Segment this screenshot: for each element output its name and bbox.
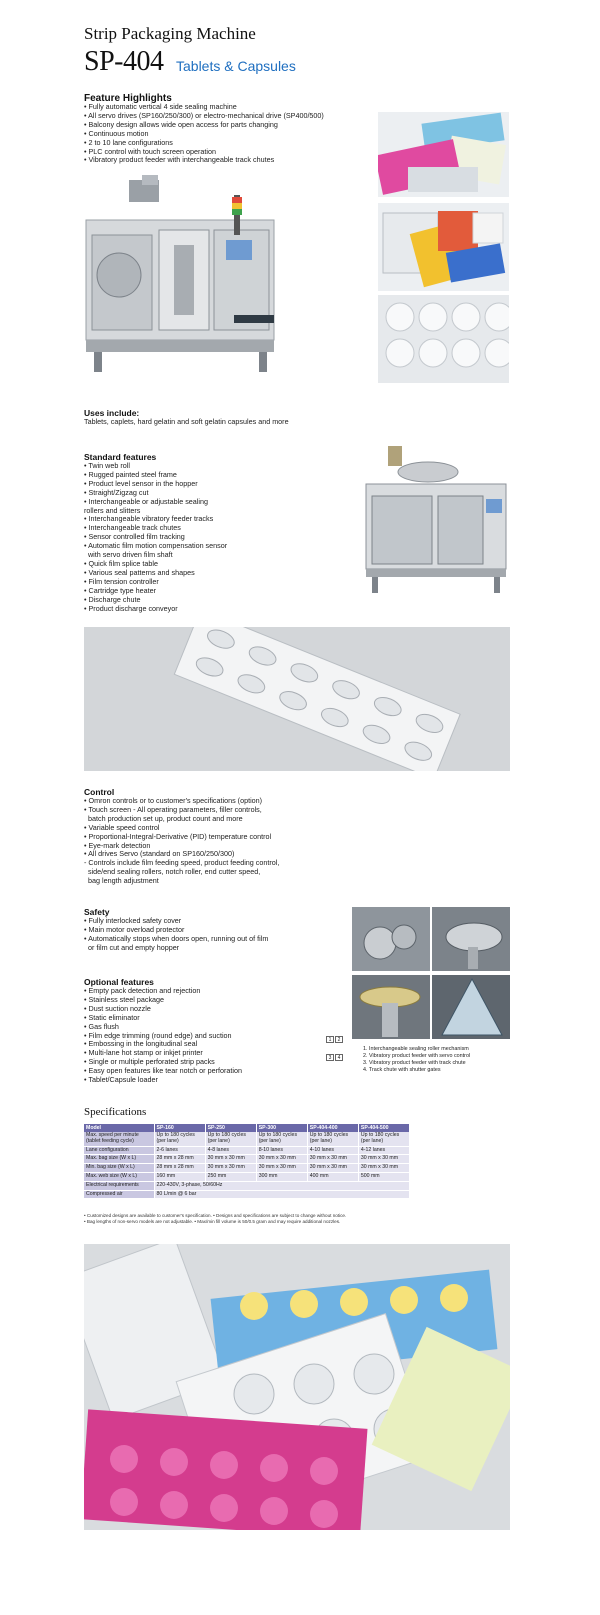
list-item: bag length adjustment [84, 876, 159, 886]
list-item: • Discharge chute [84, 594, 141, 604]
table-cell: Up to 180 cycles (per lane) [154, 1132, 205, 1146]
index-number: 3 [326, 1054, 334, 1061]
table-cell: 30 mm x 30 mm [358, 1155, 409, 1164]
model-name: SP-404 [84, 46, 164, 77]
list-item: • Interchangeable track chutes [84, 523, 181, 533]
list-item: • Automatic film motion compensation sensor [84, 541, 228, 551]
standard-features-list [84, 462, 227, 613]
list-item: • Empty pack detection and rejection [84, 986, 201, 995]
note-line: • Bag lengths of non-servo models are not adjustable. • Max/min fill volume is 50/0.5 gram and may require additional nozzles. [84, 1219, 341, 1224]
table-cell: 220-430V, 3-phase, 50/60Hz [154, 1181, 410, 1190]
list-item: or film cut and empty hopper [84, 942, 180, 952]
list-item: • Embossing in the longitudinal seal [84, 1039, 198, 1049]
list-item: • Dust suction nozzle [84, 1003, 151, 1013]
caption-item: 1. Interchangeable sealing roller mechanism [363, 1046, 469, 1052]
list-item: • Fully interlocked safety cover [84, 916, 182, 925]
strip-packs-photo-2 [378, 203, 509, 291]
row-label: Min. bag size (W x L) [84, 1164, 154, 1173]
photo-captions [363, 1046, 470, 1074]
list-item: • Twin web roll [84, 461, 130, 470]
table-cell: 4-10 lanes [307, 1146, 358, 1155]
list-item: rollers and slitters [84, 505, 141, 515]
machine-photo [84, 175, 280, 375]
list-item: batch production set up, product count and more [84, 813, 243, 823]
table-row [84, 1181, 410, 1190]
table-cell: 8-10 lanes [256, 1146, 307, 1155]
list-item: • Various seal patterns and shapes [84, 567, 195, 577]
list-item: • Quick film splice table [84, 558, 159, 568]
list-item: • Multi-lane hot stamp or inkjet printer [84, 1048, 203, 1058]
strip-pack-wide-photo [84, 627, 510, 771]
list-item: side/end sealing rollers, notch roller, end cutter speed, [84, 867, 261, 877]
strip-packs-photo-1 [378, 112, 509, 197]
model-subtitle: Tablets & Capsules [176, 58, 296, 74]
table-row [84, 1132, 410, 1146]
list-item: • Product level sensor in the hopper [84, 478, 198, 488]
table-header: SP-250 [205, 1124, 256, 1132]
row-label: Max. bag size (W x L) [84, 1155, 154, 1164]
product-collage-photo [84, 1244, 510, 1530]
list-item: • Film tension controller [84, 576, 159, 586]
table-header: SP-404-400 [307, 1124, 358, 1132]
list-item: • Interchangeable vibratory feeder tracks [84, 514, 214, 524]
table-cell: Up to 180 cycles (per lane) [307, 1132, 358, 1146]
row-label: Electrical requirements [84, 1181, 154, 1190]
table-cell: 2-6 lanes [154, 1146, 205, 1155]
table-cell: 30 mm x 30 mm [256, 1155, 307, 1164]
uses-heading: Uses include: [84, 408, 140, 418]
table-cell: 80 L/min @ 6 bar [154, 1190, 410, 1199]
uses-text: Tablets, caplets, hard gelatin and soft gelatin capsules and more [84, 417, 289, 426]
list-item: • Vibratory product feeder with interchangeable track chutes [84, 155, 275, 165]
spec-notes [84, 1213, 346, 1225]
caption-item: 2. Vibratory product feeder with servo control [363, 1053, 471, 1059]
control-heading: Control [84, 787, 115, 797]
page-title: Strip Packaging Machine [84, 24, 256, 43]
row-label: Max. speed per minute (tablet feeding cycle) [84, 1132, 154, 1146]
list-item: • Static eliminator [84, 1012, 140, 1022]
table-cell: 28 mm x 28 mm [154, 1164, 205, 1173]
table-row [84, 1190, 410, 1199]
feature-highlights-list [84, 103, 324, 165]
list-item: • Cartridge type heater [84, 585, 157, 595]
detail-photo-4 [432, 975, 510, 1039]
specifications-heading: Specifications [84, 1106, 147, 1118]
feature-highlights-heading: Feature Highlights [84, 93, 172, 104]
list-item: • 2 to 10 lane configurations [84, 137, 173, 147]
list-item: • All drives Servo (standard on SP160/250/300) [84, 849, 235, 859]
list-item: • Main motor overload protector [84, 924, 185, 934]
table-cell: 30 mm x 30 mm [307, 1155, 358, 1164]
safety-list [84, 917, 268, 953]
list-item: • Stainless steel package [84, 994, 165, 1004]
list-item: • Single or multiple perforated strip packs [84, 1057, 215, 1067]
row-label: Lane configuration [84, 1146, 154, 1155]
safety-heading: Safety [84, 907, 110, 917]
machine-photo-front [358, 444, 510, 596]
table-cell: 500 mm [358, 1172, 409, 1181]
table-cell: 30 mm x 30 mm [256, 1164, 307, 1173]
list-item: • Omron controls or to customer's specifications (option) [84, 796, 263, 805]
list-item: • Fully automatic vertical 4 side sealing machine [84, 102, 237, 111]
table-cell: Up to 180 cycles (per lane) [256, 1132, 307, 1146]
list-item: • Sensor controlled film tracking [84, 532, 185, 542]
table-row [84, 1155, 410, 1164]
optional-features-list [84, 987, 242, 1085]
photo-index-grid [326, 1028, 344, 1064]
table-header: SP-300 [256, 1124, 307, 1132]
index-number: 1 [326, 1036, 334, 1043]
index-number: 2 [335, 1036, 343, 1043]
list-item: • Continuous motion [84, 128, 149, 138]
table-cell: 30 mm x 30 mm [307, 1164, 358, 1173]
table-cell: 4-8 lanes [205, 1146, 256, 1155]
table-cell: 300 mm [256, 1172, 307, 1181]
list-item: • Automatically stops when doors open, running out of film [84, 933, 269, 943]
table-header: SP-160 [154, 1124, 205, 1132]
table-cell: 160 mm [154, 1172, 205, 1181]
note-line: • Customized designs are available to customer's specification. • Designs and specifications are subject to change without notice. [84, 1213, 347, 1218]
detail-photo-2 [432, 907, 510, 971]
specifications-table [84, 1124, 410, 1199]
table-cell: 250 mm [205, 1172, 256, 1181]
list-item: with servo driven film shaft [84, 550, 173, 560]
list-item: • Film edge trimming (round edge) and suction [84, 1030, 232, 1040]
list-item: • Rugged painted steel frame [84, 469, 177, 479]
detail-photo-3 [352, 975, 430, 1039]
list-item: • All servo drives (SP160/250/300) or electro-mechanical drive (SP400/500) [84, 110, 324, 120]
table-cell: Up to 180 cycles (per lane) [205, 1132, 256, 1146]
detail-photo-1 [352, 907, 430, 971]
row-label: Max. web size (W x L) [84, 1172, 154, 1181]
list-item: • Variable speed control [84, 822, 160, 832]
standard-features-heading: Standard features [84, 452, 157, 462]
list-item: • Balcony design allows wide open access for parts changing [84, 119, 278, 129]
table-row [84, 1164, 410, 1173]
row-label: Compressed air [84, 1190, 154, 1199]
list-item: • Gas flush [84, 1021, 119, 1031]
list-item: • Easy open features like tear notch or perforation [84, 1066, 242, 1076]
table-row [84, 1172, 410, 1181]
list-item: • Straight/Zigzag cut [84, 487, 149, 497]
table-cell: 400 mm [307, 1172, 358, 1181]
list-item: • Touch screen - All operating parameters, filler controls, [84, 804, 262, 814]
list-item: • Proportional-Integral-Derivative (PID) temperature control [84, 831, 272, 841]
table-cell: Up to 180 cycles (per lane) [358, 1132, 409, 1146]
table-header: Model [84, 1124, 154, 1132]
caption-item: 3. Vibratory product feeder with track chute [363, 1060, 466, 1066]
blister-foil-photo [378, 295, 509, 383]
list-item: • Tablet/Capsule loader [84, 1075, 158, 1085]
table-cell: 30 mm x 30 mm [358, 1164, 409, 1173]
list-item: • Interchangeable or adjustable sealing [84, 496, 208, 506]
table-cell: 30 mm x 30 mm [205, 1155, 256, 1164]
table-cell: 30 mm x 30 mm [205, 1164, 256, 1173]
caption-item: 4. Track chute with shutter gates [363, 1067, 441, 1073]
index-number: 4 [335, 1054, 343, 1061]
table-header: SP-404-500 [358, 1124, 409, 1132]
table-cell: 28 mm x 28 mm [154, 1155, 205, 1164]
optional-features-heading: Optional features [84, 977, 154, 987]
table-row [84, 1146, 410, 1155]
list-item: • PLC control with touch screen operation [84, 146, 216, 156]
control-list [84, 797, 279, 886]
list-item: - Controls include film feeding speed, product feeding control, [84, 858, 280, 868]
list-item: • Eye-mark detection [84, 840, 151, 850]
table-cell: 4-12 lanes [358, 1146, 409, 1155]
list-item: • Product discharge conveyor [84, 603, 178, 613]
